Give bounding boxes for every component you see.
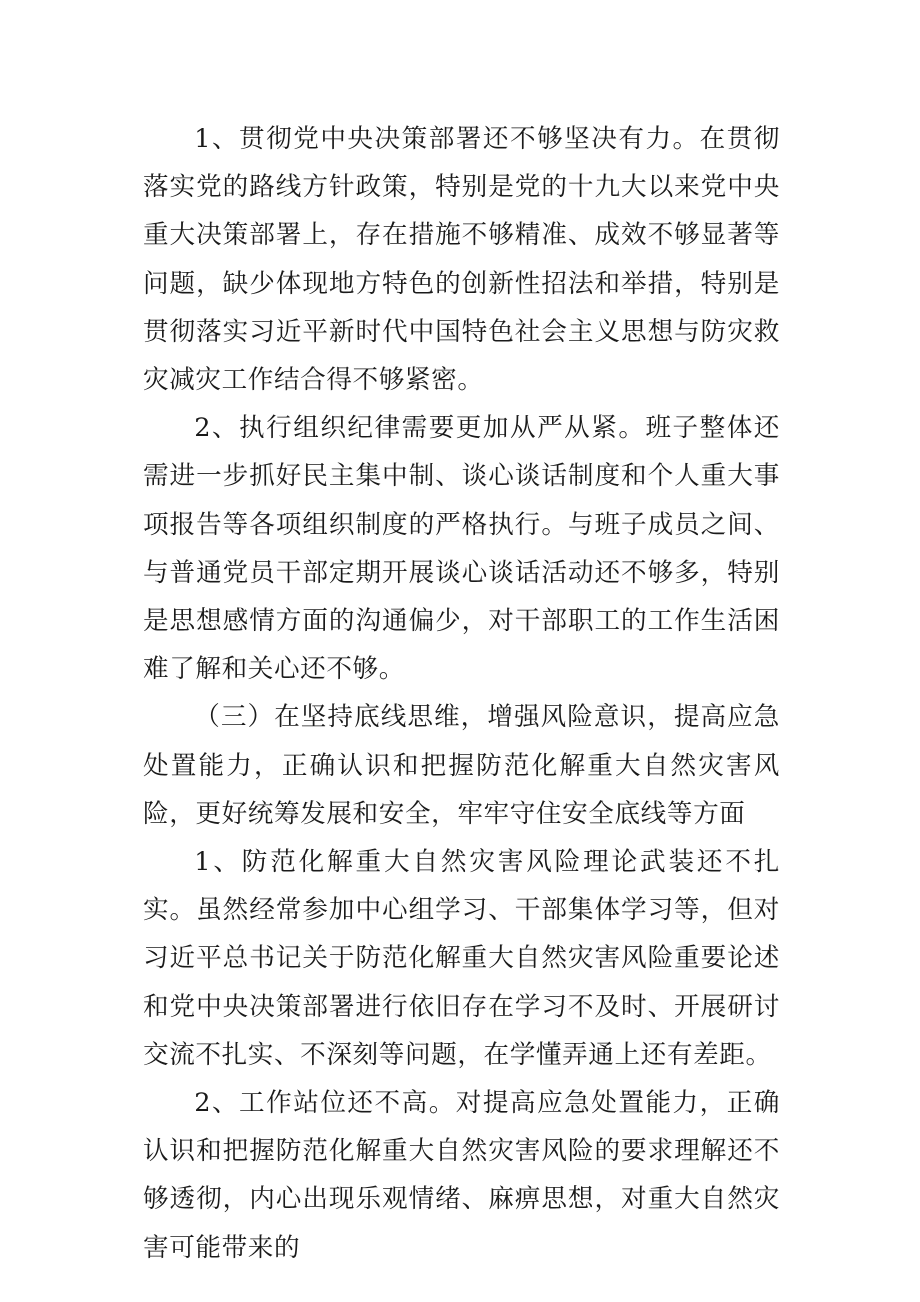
paragraph-1: 1、贯彻党中央决策部署还不够坚决有力。在贯彻落实党的路线方针政策，特别是党的十九大以来党中央重大决策部署上，存在措施不够精准、成效不够显著等问题，缺少体现地方特色的创新性招法和举措，特别是贯彻落实习近平新时代中国特色社会主义思想与防灾救灾减灾工作结合得不够紧密。 (143, 124, 780, 396)
document-body (143, 115, 780, 1272)
paragraph-2: 2、执行组织纪律需要更加从严从紧。班子整体还需进一步抓好民主集中制、谈心谈话制度和个人重大事项报告等各项组织制度的严格执行。与班子成员之间、与普通党员干部定期开展谈心谈话活动还不够多，特别是思想感情方面的沟通偏少，对干部职工的工作生活困难了解和关心还不够。 (143, 413, 780, 685)
paragraph-3-1: 1、防范化解重大自然灾害风险理论武装还不扎实。虽然经常参加中心组学习、干部集体学习等，但对习近平总书记关于防范化解重大自然灾害风险重要论述和党中央决策部署进行依旧存在学习不及时、开展研讨交流不扎实、不深刻等问题，在学懂弄通上还有差距。 (143, 847, 780, 1070)
section-heading-3: （三）在坚持底线思维，增强风险意识，提高应急处置能力，正确认识和把握防范化解重大自然灾害风险，更好统筹发展和安全，牢牢守住安全底线等方面 (143, 702, 780, 829)
paragraph-3-2: 2、工作站位还不高。对提高应急处置能力，正确认识和把握防范化解重大自然灾害风险的要求理解还不够透彻，内心出现乐观情绪、麻痹思想，对重大自然灾害可能带来的 (143, 1088, 780, 1263)
